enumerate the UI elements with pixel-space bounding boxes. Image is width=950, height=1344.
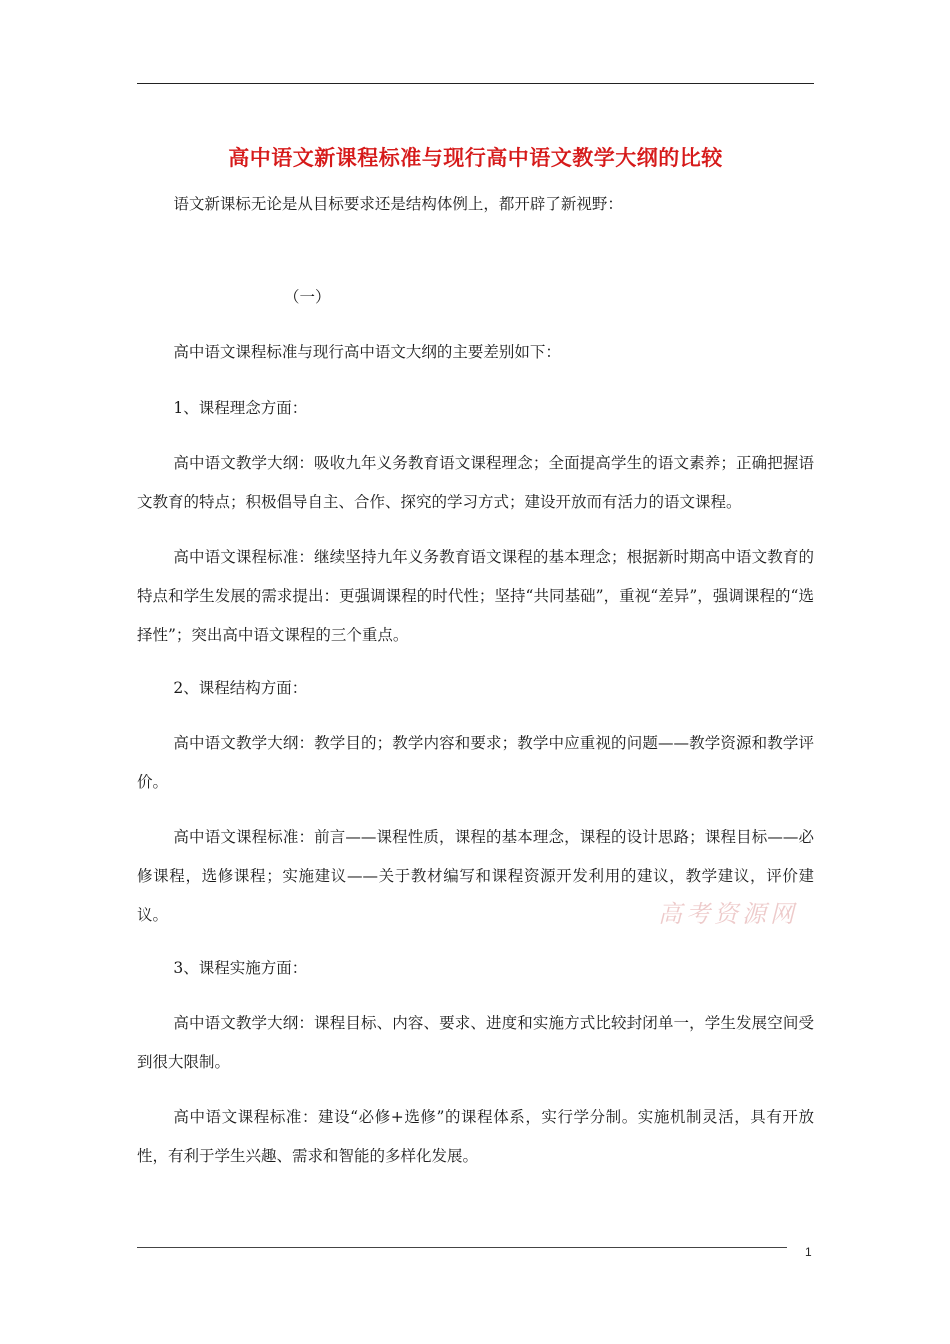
section-1-standard: 高中语文课程标准：继续坚持九年义务教育语文课程的基本理念；根据新时期高中语文教育的特点和学生发展的需求提出：更强调课程的时代性；坚持“共同基础”，重视“差异”，强调课程的“选择性”；突出高中语文课程的三个重点。 [137, 548, 814, 644]
section-heading-1: 1、课程理念方面： [173, 399, 308, 417]
watermark: 高考资源网 [658, 900, 798, 928]
section-heading-3: 3、课程实施方面： [173, 959, 308, 977]
intro-paragraph: 语文新课标无论是从目标要求还是结构体例上，都开辟了新视野： [173, 195, 623, 213]
section-3-standard: 高中语文课程标准：建设“必修+选修”的课程体系，实行学分制。实施机制灵活，具有开放性，有利于学生兴趣、需求和智能的多样化发展。 [137, 1108, 814, 1165]
summary-paragraph: 高中语文课程标准与现行高中语文大纲的主要差别如下： [173, 343, 561, 361]
section-1-syllabus: 高中语文教学大纲：吸收九年义务教育语文课程理念；全面提高学生的语文素养；正确把握语文教育的特点；积极倡导自主、合作、探究的学习方式；建设开放而有活力的语文课程。 [137, 454, 814, 511]
section-2-standard: 高中语文课程标准：前言——课程性质，课程的基本理念，课程的设计思路；课程目标——必修课程，选修课程；实施建议——关于教材编写和课程资源开发利用的建议，教学建议，评价建议。 [137, 828, 814, 924]
page-number: 1 [805, 1245, 812, 1259]
section-heading-2: 2、课程结构方面： [173, 679, 308, 697]
document-title: 高中语文新课程标准与现行高中语文教学大纲的比较 [228, 145, 723, 170]
footer-rule [137, 1247, 787, 1248]
subsection-marker: （一） [284, 288, 331, 306]
header-rule [137, 83, 814, 84]
section-2-syllabus: 高中语文教学大纲：教学目的；教学内容和要求；教学中应重视的问题——教学资源和教学评价。 [137, 734, 814, 791]
section-3-syllabus: 高中语文教学大纲：课程目标、内容、要求、进度和实施方式比较封闭单一，学生发展空间受到很大限制。 [137, 1014, 814, 1071]
